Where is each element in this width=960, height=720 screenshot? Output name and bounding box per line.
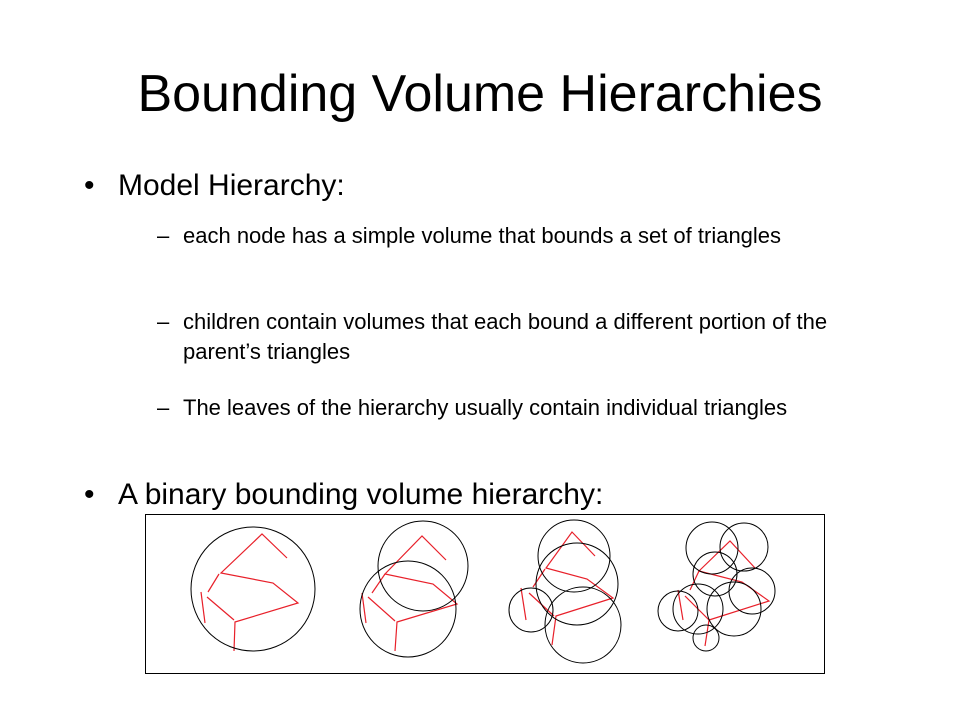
- bvh-level-1: [360, 521, 468, 657]
- bounding-circle: [658, 591, 698, 631]
- subitem-leaves: [157, 393, 847, 423]
- subitem-simple-volume: [157, 221, 847, 251]
- subitem-text: each node has a simple volume that bounds a set of triangles: [183, 223, 782, 248]
- subitem-text: children contain volumes that each bound a different portion of the parent’s triangles: [183, 309, 828, 364]
- triangle-mesh: [678, 541, 769, 646]
- bullet-label: A binary bounding volume hierarchy:: [118, 478, 604, 511]
- bvh-level-0: [191, 527, 315, 651]
- bvh-level-3: [658, 522, 775, 651]
- subitem-children-volumes: [157, 307, 847, 367]
- dash-icon: –: [157, 309, 170, 334]
- slide-title: Bounding Volume Hierarchies: [137, 65, 823, 123]
- bullet-label: Model Hierarchy:: [118, 169, 345, 202]
- bvh-level-2: [509, 520, 621, 663]
- bounding-circle: [536, 543, 618, 625]
- triangle-mesh: [362, 536, 457, 651]
- bullet-dot-icon: •: [84, 478, 95, 511]
- subitem-text: The leaves of the hierarchy usually contain individual triangles: [183, 395, 788, 420]
- bounding-circle: [729, 568, 775, 614]
- triangle-mesh: [201, 534, 298, 651]
- bullet-dot-icon: •: [84, 169, 95, 202]
- bvh-figure: [145, 514, 825, 674]
- dash-icon: –: [157, 395, 170, 420]
- bvh-diagram: [146, 515, 824, 673]
- dash-icon: –: [157, 223, 170, 248]
- bounding-circle: [538, 520, 610, 592]
- bounding-circle: [720, 523, 768, 571]
